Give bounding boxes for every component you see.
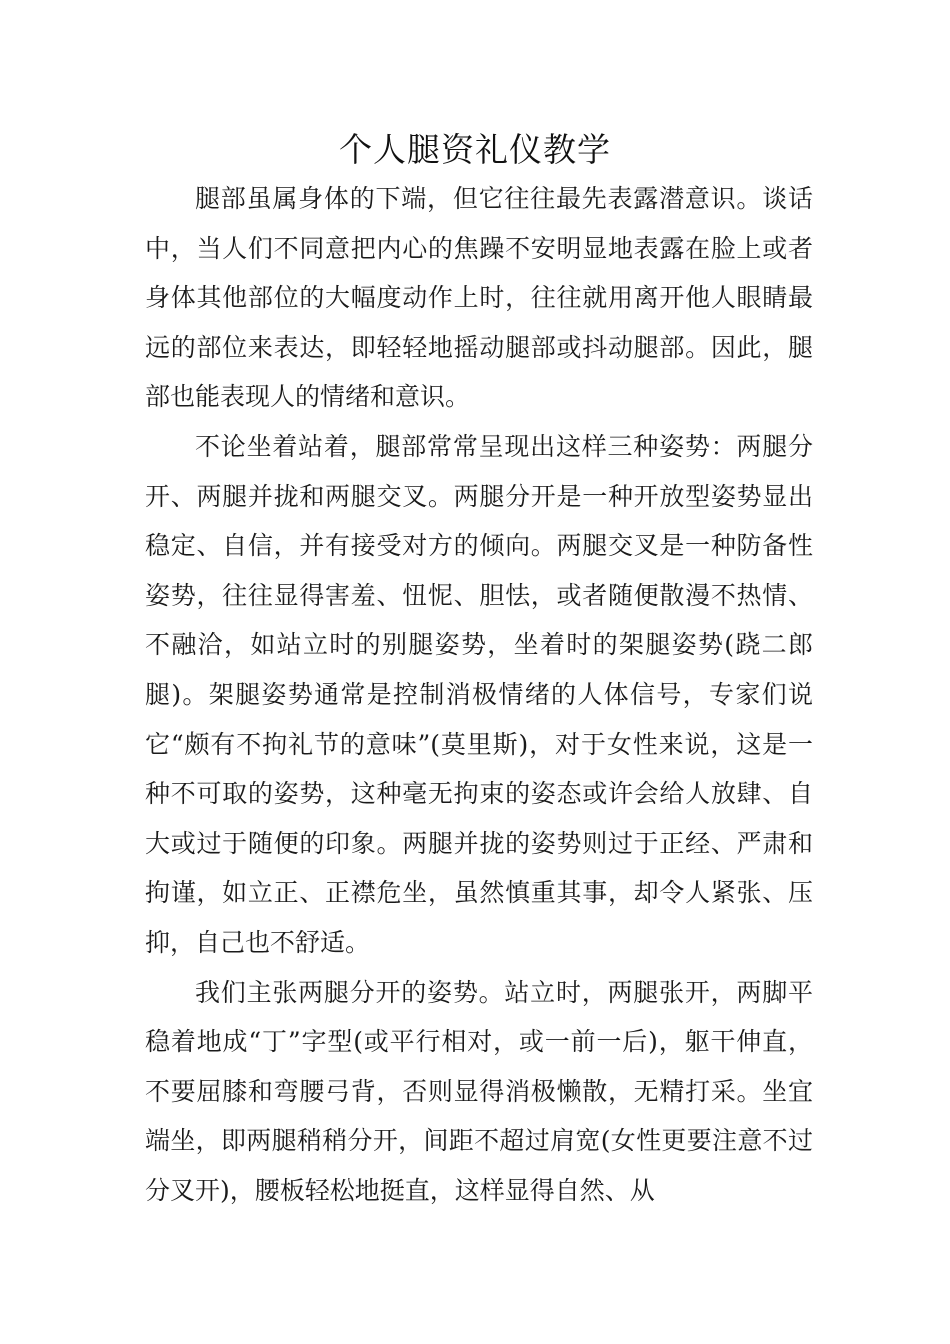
document-title: 个人腿资礼仪教学: [339, 130, 611, 169]
paragraph-3: 我们主张两腿分开的姿势。站立时，两腿张开，两脚平稳着地成“丁”字型(或平行相对，或一前一后)，躯干伸直，不要屈膝和弯腰弓背，否则显得消极懒散，无精打采。坐宜端坐，即两腿稍稍分开，间距不超过肩宽(女性更要注意不过分叉开)，腰板轻松地挺直，这样显得自然、从: [145, 977, 813, 1205]
paragraph-1: 腿部虽属身体的下端，但它往往最先表露潜意识。谈话中，当人们不同意把内心的焦躁不安明显地表露在脸上或者身体其他部位的大幅度动作上时，往往就用离开他人眼睛最远的部位来表达，即轻轻地摇动腿部或抖动腿部。因此，腿部也能表现人的情绪和意识。: [145, 184, 813, 412]
paragraph-2: 不论坐着站着，腿部常常呈现出这样三种姿势：两腿分开、两腿并拢和两腿交叉。两腿分开是一种开放型姿势显出稳定、自信，并有接受对方的倾向。两腿交叉是一种防备性姿势，往往显得害羞、忸怩、胆怯，或者随便散漫不热情、不融洽，如站立时的别腿姿势，坐着时的架腿姿势(跷二郎腿)。架腿姿势通常是控制消极情绪的人体信号，专家们说它“颇有不拘礼节的意味”(莫里斯)，对于女性来说，这是一种不可取的姿势，这种毫无拘束的姿态或许会给人放肆、自大或过于随便的印象。两腿并拢的姿势则过于正经、严肃和拘谨，如立正、正襟危坐，虽然慎重其事，却令人紧张、压抑，自己也不舒适。: [145, 431, 813, 957]
document-body: [145, 174, 813, 1215]
